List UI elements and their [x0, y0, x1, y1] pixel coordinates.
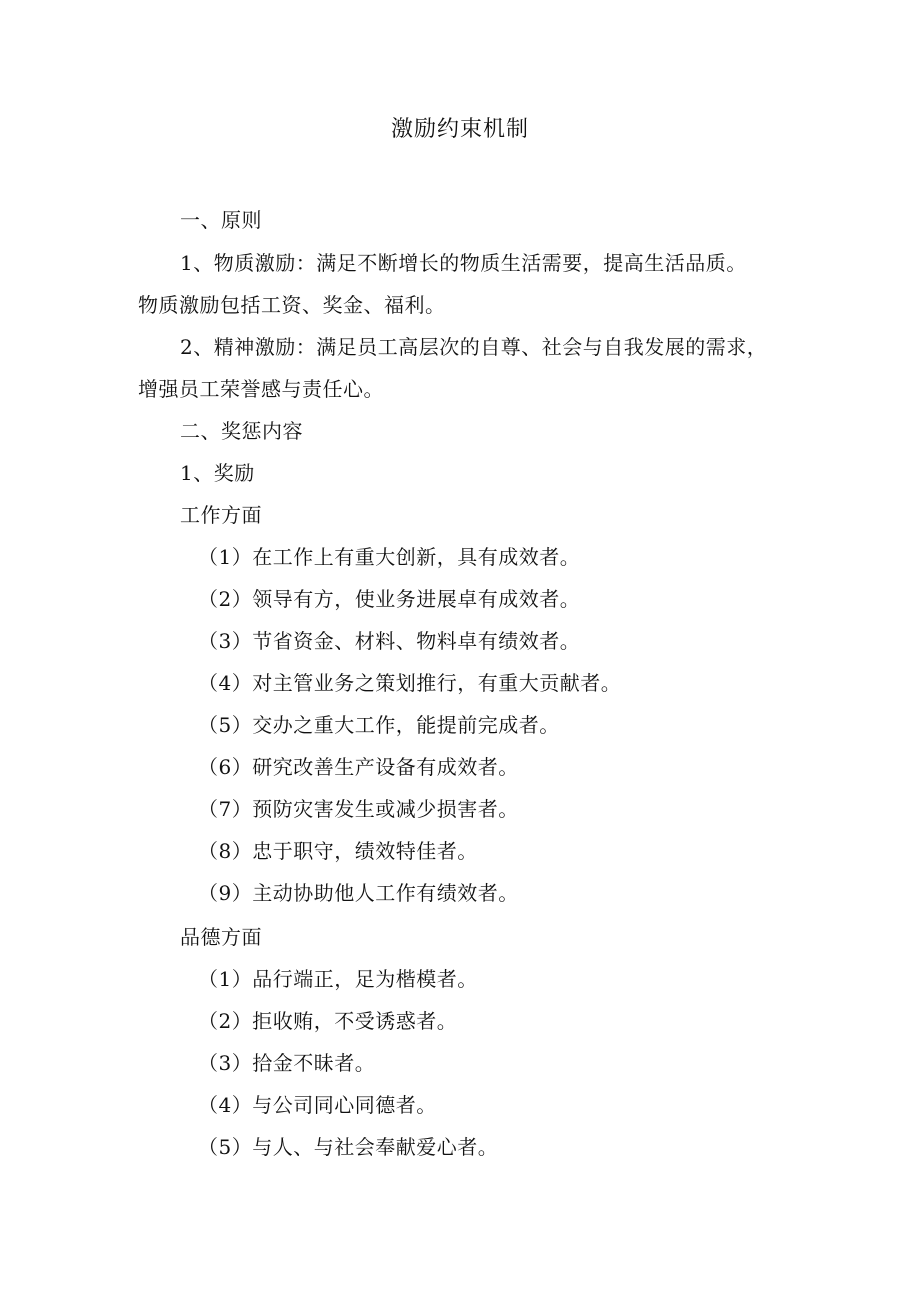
paragraph-spiritual-line-2: 增强员工荣誉感与责任心。 [138, 377, 384, 401]
document-title: 激励约束机制 [390, 117, 529, 142]
list-item: （3）节省资金、材料、物料卓有绩效者。 [198, 629, 581, 653]
list-item: （4）对主管业务之策划推行，有重大贡献者。 [198, 671, 622, 695]
list-item: （7）预防灾害发生或减少损害者。 [198, 797, 519, 821]
list-item: （8）忠于职守，绩效特佳者。 [198, 839, 478, 863]
list-item: （4）与公司同心同德者。 [198, 1093, 437, 1117]
list-item: （2）拒收贿，不受诱惑者。 [198, 1009, 458, 1033]
list-item: （9）主动协助他人工作有绩效者。 [198, 881, 519, 905]
list-item: （1）在工作上有重大创新，具有成效者。 [198, 545, 581, 569]
list-item: （6）研究改善生产设备有成效者。 [198, 755, 519, 779]
category-heading-work: 工作方面 [180, 503, 262, 527]
section-heading-rewards-punishments: 二、奖惩内容 [180, 419, 303, 443]
list-item: （2）领导有方，使业务进展卓有成效者。 [198, 587, 581, 611]
list-item: （5）交办之重大工作，能提前完成者。 [198, 713, 560, 737]
subsection-heading-rewards: 1、奖励 [180, 461, 255, 485]
category-heading-morality: 品德方面 [180, 925, 262, 949]
list-item: （5）与人、与社会奉献爱心者。 [198, 1135, 499, 1159]
list-item: （1）品行端正，足为楷模者。 [198, 967, 478, 991]
section-heading-principles: 一、原则 [180, 208, 262, 232]
paragraph-material-line-1: 1、物质激励：满足不断增长的物质生活需要，提高生活品质。 [180, 251, 747, 275]
list-item: （3）拾金不昧者。 [198, 1051, 376, 1075]
paragraph-spiritual-line-1: 2、精神激励：满足员工高层次的自尊、社会与自我发展的需求， [180, 335, 768, 359]
paragraph-material-line-2: 物质激励包括工资、奖金、福利。 [138, 293, 446, 317]
